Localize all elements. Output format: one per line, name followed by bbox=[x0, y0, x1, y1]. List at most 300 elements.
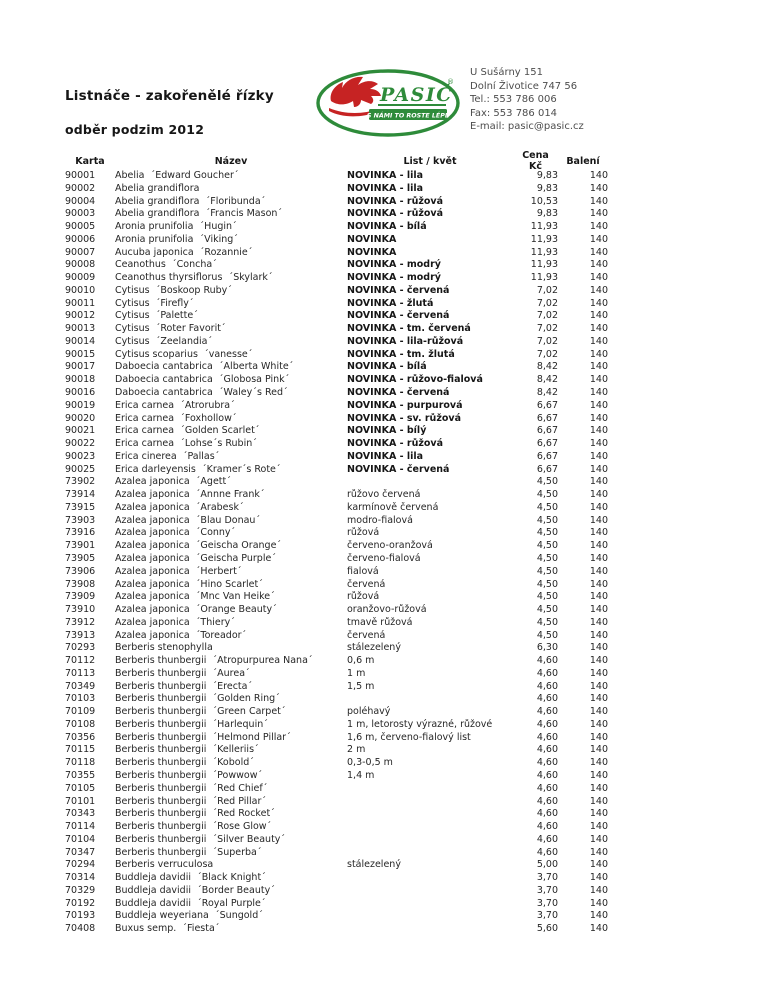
table-row bbox=[65, 247, 608, 260]
nazev-cell: Abelia ´Edward Goucher´ bbox=[115, 170, 239, 181]
nazev-cell: Berberis verruculosa bbox=[115, 859, 214, 871]
baleni-cell: 140 bbox=[589, 361, 608, 373]
karta-cell: 90004 bbox=[65, 195, 96, 207]
header-karta: Karta bbox=[75, 155, 105, 167]
nazev-cell: Berberis thunbergii ´Erecta´ bbox=[115, 680, 253, 692]
cena-cell: 4,60 bbox=[536, 769, 558, 781]
karta-cell: 70294 bbox=[65, 859, 96, 871]
cena-cell: 11,93 bbox=[530, 221, 558, 233]
list-cell bbox=[347, 834, 513, 847]
list-cell: 1,5 m bbox=[347, 680, 375, 692]
list-cell: červeno-oranžová bbox=[347, 540, 433, 552]
table-row bbox=[65, 361, 608, 374]
nazev-cell: Berberis thunbergii ´Helmond Pillar´ bbox=[115, 731, 291, 743]
list-cell bbox=[347, 872, 513, 885]
karta-cell: 90025 bbox=[65, 463, 96, 475]
table-row bbox=[65, 796, 608, 809]
table-row bbox=[65, 183, 608, 196]
baleni-cell: 140 bbox=[589, 872, 608, 884]
karta-cell: 73903 bbox=[65, 514, 96, 526]
baleni-cell: 140 bbox=[589, 782, 608, 794]
table-row bbox=[65, 719, 608, 732]
table-row bbox=[65, 693, 608, 706]
baleni-cell: 140 bbox=[589, 744, 608, 756]
nazev-cell: Berberis thunbergii ´Superba´ bbox=[115, 846, 262, 858]
page-subtitle: odběr podzim 2012 bbox=[65, 122, 205, 137]
baleni-cell: 140 bbox=[589, 438, 608, 450]
karta-cell: 70355 bbox=[65, 769, 96, 781]
karta-cell: 73915 bbox=[65, 501, 96, 513]
baleni-cell: 140 bbox=[589, 757, 608, 769]
cena-cell: 4,60 bbox=[536, 795, 558, 807]
karta-cell: 73910 bbox=[65, 604, 96, 616]
nazev-cell: Ceanothus thyrsiflorus ´Skylark´ bbox=[115, 272, 273, 284]
list-cell: NOVINKA - červená bbox=[347, 310, 450, 322]
karta-cell: 73914 bbox=[65, 489, 96, 501]
nazev-cell: Aronia prunifolia ´Viking´ bbox=[115, 233, 239, 245]
cena-cell: 6,67 bbox=[536, 412, 558, 424]
baleni-cell: 140 bbox=[589, 284, 608, 296]
list-cell bbox=[347, 910, 513, 923]
table-row bbox=[65, 630, 608, 643]
table-row bbox=[65, 834, 608, 847]
cena-cell: 11,93 bbox=[530, 246, 558, 258]
table-row bbox=[65, 872, 608, 885]
nazev-cell: Berberis thunbergii ´Red Rocket´ bbox=[115, 808, 275, 820]
karta-cell: 90022 bbox=[65, 438, 96, 450]
nazev-cell: Daboecia cantabrica ´Globosa Pink´ bbox=[115, 374, 290, 386]
baleni-cell: 140 bbox=[589, 514, 608, 526]
table-row bbox=[65, 859, 608, 872]
baleni-cell: 140 bbox=[589, 655, 608, 667]
cena-cell: 9,83 bbox=[536, 208, 558, 220]
nazev-cell: Cytisus ´Firefly´ bbox=[115, 297, 194, 309]
nazev-cell: Erica cinerea ´Pallas´ bbox=[115, 450, 220, 462]
table-row bbox=[65, 527, 608, 540]
list-cell: NOVINKA - bílá bbox=[347, 221, 427, 233]
karta-cell: 90011 bbox=[65, 297, 96, 309]
karta-cell: 90014 bbox=[65, 335, 96, 347]
list-cell: NOVINKA - purpurová bbox=[347, 399, 463, 411]
list-cell bbox=[347, 783, 513, 796]
table-row bbox=[65, 604, 608, 617]
karta-cell: 70408 bbox=[65, 923, 96, 935]
baleni-cell: 140 bbox=[589, 182, 608, 194]
nazev-cell: Erica carnea ´Foxhollow´ bbox=[115, 412, 237, 424]
baleni-cell: 140 bbox=[589, 680, 608, 692]
karta-cell: 70356 bbox=[65, 731, 96, 743]
list-cell: NOVINKA bbox=[347, 246, 397, 258]
table-row bbox=[65, 732, 608, 745]
list-cell: 2 m bbox=[347, 744, 366, 756]
nazev-cell: Berberis thunbergii ´Green Carpet´ bbox=[115, 706, 286, 718]
table-row bbox=[65, 502, 608, 515]
baleni-cell: 140 bbox=[589, 667, 608, 679]
karta-cell: 70314 bbox=[65, 872, 96, 884]
cena-cell: 8,42 bbox=[536, 361, 558, 373]
table-row bbox=[65, 196, 608, 209]
cena-cell: 4,60 bbox=[536, 744, 558, 756]
baleni-cell: 140 bbox=[589, 259, 608, 271]
karta-cell: 90005 bbox=[65, 221, 96, 233]
nazev-cell: Cytisus ´Roter Favorit´ bbox=[115, 323, 226, 335]
baleni-cell: 140 bbox=[589, 923, 608, 935]
list-cell: NOVINKA - červená bbox=[347, 463, 450, 475]
cena-cell: 4,50 bbox=[536, 552, 558, 564]
karta-cell: 70193 bbox=[65, 910, 96, 922]
table-row bbox=[65, 476, 608, 489]
nazev-cell: Azalea japonica ´Herbert´ bbox=[115, 565, 242, 577]
cena-cell: 7,02 bbox=[536, 310, 558, 322]
baleni-cell: 140 bbox=[589, 897, 608, 909]
nazev-cell: Azalea japonica ´Thiery´ bbox=[115, 616, 236, 628]
table-row bbox=[65, 221, 608, 234]
list-cell: 0,6 m bbox=[347, 655, 375, 667]
karta-cell: 73905 bbox=[65, 552, 96, 564]
table-row bbox=[65, 744, 608, 757]
list-cell bbox=[347, 821, 513, 834]
karta-cell: 70103 bbox=[65, 693, 96, 705]
table-row bbox=[65, 336, 608, 349]
nazev-cell: Azalea japonica ´Agett´ bbox=[115, 476, 232, 488]
table-row bbox=[65, 170, 608, 183]
karta-cell: 90012 bbox=[65, 310, 96, 322]
cena-cell: 9,83 bbox=[536, 182, 558, 194]
baleni-cell: 140 bbox=[589, 578, 608, 590]
nazev-cell: Cytisus scoparius ´vanesse´ bbox=[115, 348, 253, 360]
cena-cell: 4,50 bbox=[536, 629, 558, 641]
nazev-cell: Cytisus ´Zeelandia´ bbox=[115, 335, 213, 347]
list-cell: stálezelený bbox=[347, 859, 401, 871]
cena-cell: 3,70 bbox=[536, 910, 558, 922]
logo-registered-mark: ® bbox=[447, 78, 454, 86]
baleni-cell: 140 bbox=[589, 591, 608, 603]
list-cell: poléhavý bbox=[347, 706, 391, 718]
list-cell: NOVINKA - bílý bbox=[347, 425, 427, 437]
baleni-cell: 140 bbox=[589, 476, 608, 488]
list-cell: NOVINKA - růžová bbox=[347, 208, 443, 220]
contact-block bbox=[470, 66, 584, 134]
baleni-cell: 140 bbox=[589, 527, 608, 539]
nazev-cell: Berberis thunbergii ´Kelleriis´ bbox=[115, 744, 259, 756]
table-row bbox=[65, 234, 608, 247]
baleni-cell: 140 bbox=[589, 642, 608, 654]
table-row bbox=[65, 540, 608, 553]
list-cell: růžová bbox=[347, 527, 380, 539]
baleni-cell: 140 bbox=[589, 565, 608, 577]
baleni-cell: 140 bbox=[589, 450, 608, 462]
cena-cell: 7,02 bbox=[536, 335, 558, 347]
baleni-cell: 140 bbox=[589, 489, 608, 501]
nazev-cell: Berberis thunbergii ´Harlequin´ bbox=[115, 718, 268, 730]
karta-cell: 90017 bbox=[65, 361, 96, 373]
nazev-cell: Erica darleyensis ´Kramer´s Rote´ bbox=[115, 463, 281, 475]
list-cell: červená bbox=[347, 629, 386, 641]
contact-line-email: E-mail: pasic@pasic.cz bbox=[470, 121, 584, 133]
karta-cell: 70105 bbox=[65, 782, 96, 794]
cena-cell: 6,67 bbox=[536, 463, 558, 475]
table-row bbox=[65, 323, 608, 336]
karta-cell: 73909 bbox=[65, 591, 96, 603]
karta-cell: 90008 bbox=[65, 259, 96, 271]
baleni-cell: 140 bbox=[589, 310, 608, 322]
nazev-cell: Azalea japonica ´Toreador´ bbox=[115, 629, 247, 641]
list-cell: fialová bbox=[347, 565, 379, 577]
nazev-cell: Cytisus ´Palette´ bbox=[115, 310, 198, 322]
cena-cell: 4,60 bbox=[536, 821, 558, 833]
page-title: Listnáče - zakořenělé řízky bbox=[65, 88, 274, 104]
table-row bbox=[65, 566, 608, 579]
karta-cell: 90020 bbox=[65, 412, 96, 424]
list-cell: NOVINKA - růžovo-fialová bbox=[347, 374, 483, 386]
logo-tagline-text: S NÁMI TO ROSTE LÉPE bbox=[366, 112, 450, 120]
table-row bbox=[65, 374, 608, 387]
list-cell bbox=[347, 808, 513, 821]
list-cell: červená bbox=[347, 578, 386, 590]
karta-cell: 70347 bbox=[65, 846, 96, 858]
karta-cell: 90001 bbox=[65, 170, 96, 181]
cena-cell: 4,50 bbox=[536, 565, 558, 577]
company-logo bbox=[314, 67, 462, 141]
list-cell: NOVINKA - bílá bbox=[347, 361, 427, 373]
cena-cell: 6,67 bbox=[536, 450, 558, 462]
cena-cell: 4,60 bbox=[536, 846, 558, 858]
table-row bbox=[65, 400, 608, 413]
list-cell: karmínově červená bbox=[347, 501, 439, 513]
table-row bbox=[65, 298, 608, 311]
cena-cell: 11,93 bbox=[530, 233, 558, 245]
karta-cell: 90002 bbox=[65, 182, 96, 194]
cena-cell: 3,70 bbox=[536, 897, 558, 909]
cena-cell: 4,60 bbox=[536, 782, 558, 794]
baleni-cell: 140 bbox=[589, 718, 608, 730]
nazev-cell: Berberis thunbergii ´Kobold´ bbox=[115, 757, 254, 769]
cena-cell: 7,02 bbox=[536, 323, 558, 335]
cena-cell: 4,60 bbox=[536, 693, 558, 705]
cena-cell: 4,50 bbox=[536, 501, 558, 513]
karta-cell: 90021 bbox=[65, 425, 96, 437]
cena-cell: 5,60 bbox=[536, 923, 558, 935]
cena-cell: 6,67 bbox=[536, 399, 558, 411]
baleni-cell: 140 bbox=[589, 501, 608, 513]
karta-cell: 90019 bbox=[65, 399, 96, 411]
karta-cell: 70113 bbox=[65, 667, 96, 679]
cena-cell: 8,42 bbox=[536, 374, 558, 386]
list-cell: růžovo červená bbox=[347, 489, 421, 501]
table-row bbox=[65, 310, 608, 323]
cena-cell: 4,50 bbox=[536, 591, 558, 603]
list-cell: NOVINKA - modrý bbox=[347, 272, 441, 284]
list-cell bbox=[347, 847, 513, 860]
cena-cell: 9,83 bbox=[536, 170, 558, 181]
list-cell: červeno-fialová bbox=[347, 552, 421, 564]
cena-cell: 6,67 bbox=[536, 425, 558, 437]
cena-cell: 4,60 bbox=[536, 731, 558, 743]
karta-cell: 73908 bbox=[65, 578, 96, 590]
nazev-cell: Ceanothus ´Concha´ bbox=[115, 259, 217, 271]
karta-cell: 90003 bbox=[65, 208, 96, 220]
table-row bbox=[65, 438, 608, 451]
baleni-cell: 140 bbox=[589, 846, 608, 858]
nazev-cell: Cytisus ´Boskoop Ruby´ bbox=[115, 284, 233, 296]
logo-brand-text: PASIČ bbox=[380, 84, 453, 106]
baleni-cell: 140 bbox=[589, 233, 608, 245]
list-cell bbox=[347, 476, 513, 489]
list-cell bbox=[347, 898, 513, 911]
table-row bbox=[65, 617, 608, 630]
table-row bbox=[65, 923, 608, 936]
table-row bbox=[65, 770, 608, 783]
list-cell: NOVINKA - lila bbox=[347, 182, 424, 194]
cena-cell: 11,93 bbox=[530, 272, 558, 284]
nazev-cell: Azalea japonica ´Conny´ bbox=[115, 527, 236, 539]
list-cell: NOVINKA - lila-růžová bbox=[347, 335, 464, 347]
baleni-cell: 140 bbox=[589, 910, 608, 922]
cena-cell: 4,50 bbox=[536, 604, 558, 616]
cena-cell: 5,00 bbox=[536, 859, 558, 871]
list-cell: 1,6 m, červeno-fialový list bbox=[347, 731, 471, 743]
nazev-cell: Azalea japonica ´Hino Scarlet´ bbox=[115, 578, 264, 590]
table-row bbox=[65, 579, 608, 592]
nazev-cell: Berberis stenophylla bbox=[115, 642, 213, 654]
table-row bbox=[65, 489, 608, 502]
baleni-cell: 140 bbox=[589, 335, 608, 347]
karta-cell: 70109 bbox=[65, 706, 96, 718]
table-row bbox=[65, 706, 608, 719]
table-row bbox=[65, 757, 608, 770]
table-row bbox=[65, 681, 608, 694]
baleni-cell: 140 bbox=[589, 693, 608, 705]
nazev-cell: Abelia grandiflora bbox=[115, 182, 200, 194]
karta-cell: 73902 bbox=[65, 476, 96, 488]
karta-cell: 70118 bbox=[65, 757, 96, 769]
baleni-cell: 140 bbox=[589, 208, 608, 220]
karta-cell: 90009 bbox=[65, 272, 96, 284]
table-row bbox=[65, 783, 608, 796]
karta-cell: 90013 bbox=[65, 323, 96, 335]
nazev-cell: Erica carnea ´Golden Scarlet´ bbox=[115, 425, 260, 437]
nazev-cell: Buddleja davidii ´Border Beauty´ bbox=[115, 884, 275, 896]
baleni-cell: 140 bbox=[589, 323, 608, 335]
nazev-cell: Berberis thunbergii ´Red Pillar´ bbox=[115, 795, 267, 807]
baleni-cell: 140 bbox=[589, 884, 608, 896]
nazev-cell: Berberis thunbergii ´Atropurpurea Nana´ bbox=[115, 655, 313, 667]
nazev-cell: Abelia grandiflora ´Floribunda´ bbox=[115, 195, 266, 207]
list-cell: NOVINKA bbox=[347, 233, 397, 245]
list-cell: NOVINKA - růžová bbox=[347, 438, 443, 450]
table-row bbox=[65, 847, 608, 860]
list-cell: 1 m, letorosty výrazné, růžové bbox=[347, 718, 493, 730]
nazev-cell: Aronia prunifolia ´Hugin´ bbox=[115, 221, 237, 233]
cena-cell: 4,50 bbox=[536, 540, 558, 552]
table-row bbox=[65, 349, 608, 362]
list-cell bbox=[347, 693, 513, 706]
list-cell: 1 m bbox=[347, 667, 366, 679]
baleni-cell: 140 bbox=[589, 604, 608, 616]
header-list-kvet: List / květ bbox=[403, 155, 457, 167]
baleni-cell: 140 bbox=[589, 616, 608, 628]
karta-cell: 73916 bbox=[65, 527, 96, 539]
table-row bbox=[65, 425, 608, 438]
karta-cell: 73912 bbox=[65, 616, 96, 628]
table-row bbox=[65, 259, 608, 272]
karta-cell: 90010 bbox=[65, 284, 96, 296]
cena-cell: 8,42 bbox=[536, 387, 558, 399]
nazev-cell: Azalea japonica ´Geischa Orange´ bbox=[115, 540, 282, 552]
baleni-cell: 140 bbox=[589, 195, 608, 207]
contact-line-city: Dolní Životice 747 56 bbox=[470, 80, 578, 92]
list-cell: NOVINKA - sv. růžová bbox=[347, 412, 461, 424]
list-cell: stálezelený bbox=[347, 642, 401, 654]
table-row bbox=[65, 885, 608, 898]
cena-cell: 7,02 bbox=[536, 284, 558, 296]
nazev-cell: Abelia grandiflora ´Francis Mason´ bbox=[115, 208, 283, 220]
list-cell: 0,3-0,5 m bbox=[347, 757, 393, 769]
list-cell: NOVINKA - červená bbox=[347, 284, 450, 296]
karta-cell: 70104 bbox=[65, 833, 96, 845]
baleni-cell: 140 bbox=[589, 412, 608, 424]
baleni-cell: 140 bbox=[589, 246, 608, 258]
nazev-cell: Daboecia cantabrica ´Alberta White´ bbox=[115, 361, 294, 373]
table-row bbox=[65, 208, 608, 221]
header-cena-line2: Kč bbox=[529, 161, 542, 172]
table-row bbox=[65, 898, 608, 911]
cena-cell: 4,50 bbox=[536, 527, 558, 539]
table-body bbox=[65, 170, 608, 936]
baleni-cell: 140 bbox=[589, 821, 608, 833]
karta-cell: 70114 bbox=[65, 821, 96, 833]
karta-cell: 70115 bbox=[65, 744, 96, 756]
table-row bbox=[65, 285, 608, 298]
table-row bbox=[65, 821, 608, 834]
baleni-cell: 140 bbox=[589, 399, 608, 411]
karta-cell: 90016 bbox=[65, 387, 96, 399]
table-row bbox=[65, 668, 608, 681]
cena-cell: 4,50 bbox=[536, 489, 558, 501]
karta-cell: 73913 bbox=[65, 629, 96, 641]
list-cell: NOVINKA - růžová bbox=[347, 195, 443, 207]
cena-cell: 4,60 bbox=[536, 655, 558, 667]
table-row bbox=[65, 655, 608, 668]
list-cell: růžová bbox=[347, 591, 380, 603]
nazev-cell: Berberis thunbergii ´Aurea´ bbox=[115, 667, 250, 679]
baleni-cell: 140 bbox=[589, 769, 608, 781]
nazev-cell: Erica carnea ´Atrorubra´ bbox=[115, 399, 235, 411]
header-cena-line1: Cena bbox=[522, 149, 549, 161]
cena-cell: 6,30 bbox=[536, 642, 558, 654]
karta-cell: 90006 bbox=[65, 233, 96, 245]
cena-cell: 4,50 bbox=[536, 578, 558, 590]
list-cell: oranžovo-růžová bbox=[347, 604, 427, 616]
baleni-cell: 140 bbox=[589, 297, 608, 309]
cena-cell: 10,53 bbox=[530, 195, 558, 207]
baleni-cell: 140 bbox=[589, 731, 608, 743]
karta-cell: 73901 bbox=[65, 540, 96, 552]
baleni-cell: 140 bbox=[589, 348, 608, 360]
contact-line-street: U Sušárny 151 bbox=[470, 67, 543, 78]
baleni-cell: 140 bbox=[589, 808, 608, 820]
contact-line-fax: Fax: 553 786 014 bbox=[470, 107, 558, 119]
nazev-cell: Berberis thunbergii ´Silver Beauty´ bbox=[115, 833, 286, 845]
baleni-cell: 140 bbox=[589, 540, 608, 552]
baleni-cell: 140 bbox=[589, 706, 608, 718]
karta-cell: 70329 bbox=[65, 884, 96, 896]
karta-cell: 90015 bbox=[65, 348, 96, 360]
baleni-cell: 140 bbox=[589, 833, 608, 845]
table-row bbox=[65, 451, 608, 464]
cena-cell: 6,67 bbox=[536, 438, 558, 450]
nazev-cell: Buddleja davidii ´Black Knight´ bbox=[115, 872, 266, 884]
